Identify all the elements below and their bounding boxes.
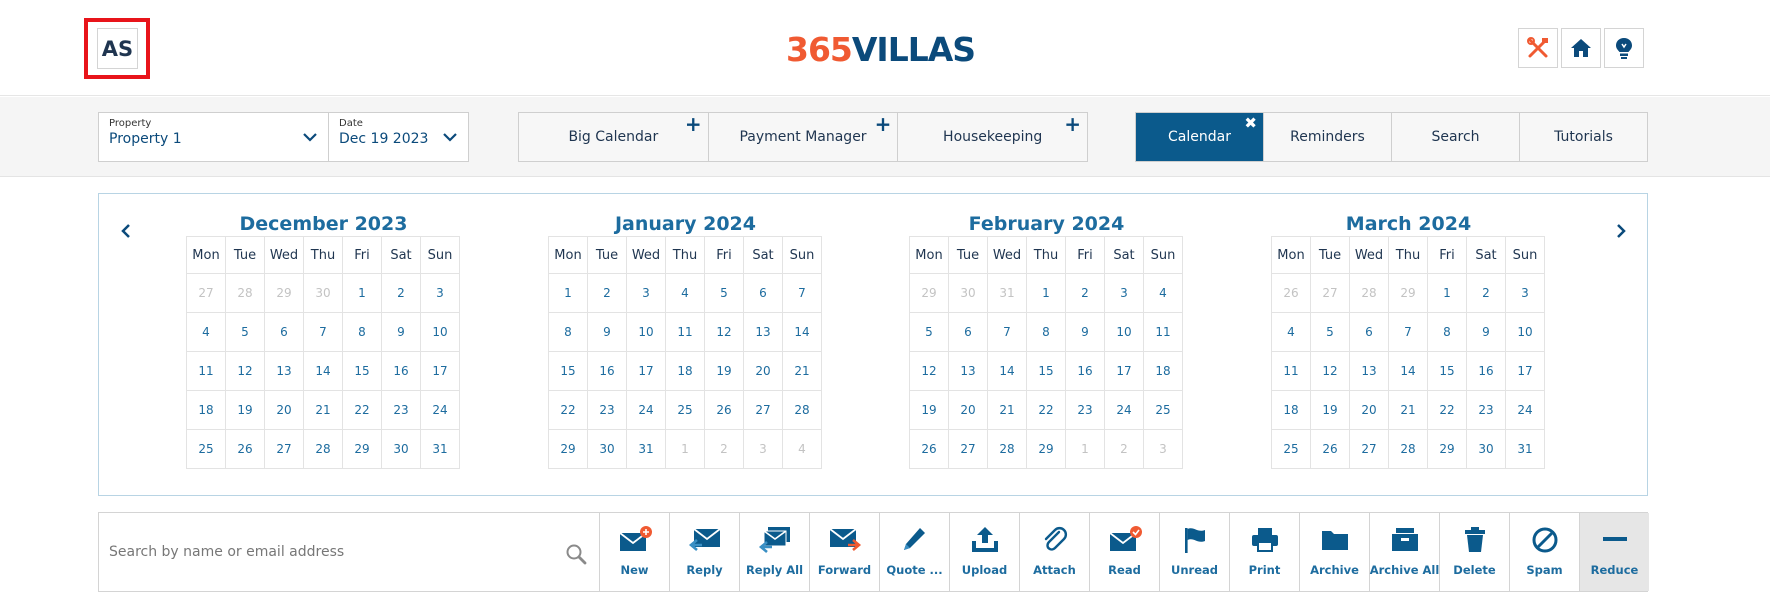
day-cell[interactable]: 8 bbox=[1428, 313, 1467, 352]
upload-button[interactable] bbox=[949, 513, 1019, 591]
day-cell[interactable]: 18 bbox=[1272, 391, 1311, 430]
tab-tutorials[interactable] bbox=[1520, 113, 1647, 161]
day-cell[interactable]: 27 bbox=[949, 430, 988, 469]
month-grid bbox=[186, 236, 460, 469]
reply-icon bbox=[688, 525, 722, 555]
day-cell[interactable]: 14 bbox=[783, 313, 822, 352]
day-cell[interactable]: 29 bbox=[1027, 430, 1066, 469]
month-title: December 2023 bbox=[239, 213, 408, 235]
day-cell[interactable]: 14 bbox=[1389, 352, 1428, 391]
day-cell[interactable]: 1 bbox=[1027, 274, 1066, 313]
day-cell[interactable]: 3 bbox=[1506, 274, 1545, 313]
tab-calendar[interactable] bbox=[1136, 113, 1264, 161]
day-cell[interactable]: 22 bbox=[1027, 391, 1066, 430]
day-cell[interactable]: 15 bbox=[343, 352, 382, 391]
archive-button[interactable] bbox=[1299, 513, 1369, 591]
day-cell[interactable]: 21 bbox=[304, 391, 343, 430]
day-cell[interactable]: 2 bbox=[588, 274, 627, 313]
day-cell[interactable]: 20 bbox=[949, 391, 988, 430]
weekday-header: Mon bbox=[1272, 237, 1311, 274]
tab-payment-manager[interactable] bbox=[709, 113, 899, 161]
day-cell[interactable]: 17 bbox=[627, 352, 666, 391]
weekday-header: Thu bbox=[304, 237, 343, 274]
day-cell[interactable]: 31 bbox=[421, 430, 460, 469]
day-cell[interactable]: 24 bbox=[627, 391, 666, 430]
action-label: Delete bbox=[1453, 563, 1496, 577]
archive-box-icon bbox=[1388, 525, 1422, 555]
property-select[interactable] bbox=[98, 112, 329, 162]
upload-icon bbox=[968, 525, 1002, 555]
property-caption: Property bbox=[109, 118, 152, 129]
day-cell[interactable]: 29 bbox=[549, 430, 588, 469]
action-label: Reply All bbox=[745, 563, 804, 577]
print-button[interactable] bbox=[1229, 513, 1299, 591]
month-title: February 2024 bbox=[968, 213, 1125, 235]
reply-button[interactable] bbox=[669, 513, 739, 591]
tab-housekeeping[interactable] bbox=[898, 113, 1087, 161]
envelope-read-icon bbox=[1108, 525, 1142, 555]
day-cell[interactable]: 27 bbox=[265, 430, 304, 469]
unread-button[interactable] bbox=[1159, 513, 1229, 591]
day-cell[interactable]: 5 bbox=[226, 313, 265, 352]
logo-text: VILLAS bbox=[851, 29, 976, 69]
day-cell-outside[interactable]: 26 bbox=[1272, 274, 1311, 313]
home-button[interactable] bbox=[1561, 28, 1601, 68]
day-cell[interactable]: 31 bbox=[627, 430, 666, 469]
day-cell[interactable]: 13 bbox=[949, 352, 988, 391]
weekday-header: Sun bbox=[783, 237, 822, 274]
day-cell[interactable]: 7 bbox=[304, 313, 343, 352]
day-cell[interactable]: 25 bbox=[1144, 391, 1183, 430]
day-cell[interactable]: 25 bbox=[666, 391, 705, 430]
day-cell[interactable]: 26 bbox=[705, 391, 744, 430]
day-cell[interactable]: 16 bbox=[382, 352, 421, 391]
date-caption: Date bbox=[339, 118, 363, 129]
day-cell[interactable]: 24 bbox=[1506, 391, 1545, 430]
day-cell[interactable]: 19 bbox=[1311, 391, 1350, 430]
archive-all-button[interactable] bbox=[1369, 513, 1439, 591]
day-cell[interactable]: 6 bbox=[265, 313, 304, 352]
calendar-panel bbox=[98, 193, 1648, 496]
month-grid bbox=[1271, 236, 1545, 469]
toolbar bbox=[0, 97, 1770, 177]
day-cell-outside[interactable]: 30 bbox=[304, 274, 343, 313]
day-cell[interactable]: 28 bbox=[1389, 430, 1428, 469]
day-cell[interactable]: 19 bbox=[910, 391, 949, 430]
tab-label: Payment Manager bbox=[739, 129, 867, 145]
month-calendar bbox=[909, 212, 1184, 469]
weekday-header: Wed bbox=[988, 237, 1027, 274]
day-cell-outside[interactable]: 31 bbox=[988, 274, 1027, 313]
day-cell[interactable]: 15 bbox=[549, 352, 588, 391]
day-cell[interactable]: 4 bbox=[187, 313, 226, 352]
day-cell-outside[interactable]: 2 bbox=[705, 430, 744, 469]
logo-number: 365 bbox=[786, 29, 852, 69]
day-cell[interactable]: 19 bbox=[226, 391, 265, 430]
day-cell[interactable]: 13 bbox=[265, 352, 304, 391]
mail-search bbox=[99, 513, 599, 591]
day-cell[interactable]: 4 bbox=[1272, 313, 1311, 352]
envelope-new-icon bbox=[618, 525, 652, 555]
action-label: Reduce bbox=[1590, 563, 1639, 577]
next-month-button[interactable] bbox=[1611, 221, 1631, 241]
month-calendar bbox=[1271, 212, 1546, 469]
day-cell[interactable]: 11 bbox=[187, 352, 226, 391]
property-value: Property 1 bbox=[109, 131, 182, 147]
forward-button[interactable] bbox=[809, 513, 879, 591]
plus-icon[interactable]: + bbox=[684, 112, 702, 136]
day-cell[interactable]: 30 bbox=[588, 430, 627, 469]
tab-label: Calendar bbox=[1168, 129, 1231, 145]
day-cell[interactable]: 15 bbox=[1428, 352, 1467, 391]
weekday-header: Sun bbox=[1144, 237, 1183, 274]
weekday-header: Tue bbox=[226, 237, 265, 274]
month-grid bbox=[548, 236, 822, 469]
action-label: Upload bbox=[961, 563, 1008, 577]
day-cell[interactable]: 2 bbox=[1066, 274, 1105, 313]
day-cell[interactable]: 14 bbox=[988, 352, 1027, 391]
day-cell-outside[interactable]: 1 bbox=[1066, 430, 1105, 469]
day-cell[interactable]: 28 bbox=[304, 430, 343, 469]
action-label: Reply bbox=[686, 563, 723, 577]
day-cell[interactable]: 8 bbox=[549, 313, 588, 352]
day-cell[interactable]: 24 bbox=[1105, 391, 1144, 430]
day-cell[interactable]: 9 bbox=[1467, 313, 1506, 352]
month-title: January 2024 bbox=[614, 213, 756, 235]
pencil-icon bbox=[898, 525, 932, 555]
weekday-header: Fri bbox=[343, 237, 382, 274]
avatar[interactable]: AS bbox=[97, 28, 138, 69]
day-cell[interactable]: 6 bbox=[744, 274, 783, 313]
plus-icon[interactable]: + bbox=[874, 112, 892, 136]
day-cell[interactable]: 1 bbox=[343, 274, 382, 313]
tips-button[interactable] bbox=[1604, 28, 1644, 68]
app-logo[interactable] bbox=[786, 29, 975, 69]
weekday-header: Wed bbox=[1350, 237, 1389, 274]
day-cell-outside[interactable]: 3 bbox=[744, 430, 783, 469]
day-cell[interactable]: 23 bbox=[1066, 391, 1105, 430]
day-cell[interactable]: 17 bbox=[421, 352, 460, 391]
weekday-header: Sat bbox=[382, 237, 421, 274]
weekday-header: Mon bbox=[549, 237, 588, 274]
reduce-button[interactable] bbox=[1579, 513, 1649, 591]
quote-button[interactable] bbox=[879, 513, 949, 591]
day-cell[interactable]: 16 bbox=[1467, 352, 1506, 391]
quick-add-tabs bbox=[518, 112, 1088, 162]
day-cell[interactable]: 11 bbox=[1144, 313, 1183, 352]
action-label: Spam bbox=[1526, 563, 1563, 577]
weekday-header: Sat bbox=[744, 237, 783, 274]
action-label: Read bbox=[1108, 563, 1141, 577]
tab-label: Housekeeping bbox=[943, 129, 1043, 145]
day-cell[interactable]: 18 bbox=[1144, 352, 1183, 391]
day-cell-outside[interactable]: 3 bbox=[1144, 430, 1183, 469]
day-cell[interactable]: 30 bbox=[1467, 430, 1506, 469]
chevron-right-icon bbox=[1615, 223, 1627, 239]
reply-all-icon bbox=[758, 525, 792, 555]
day-cell[interactable]: 11 bbox=[1272, 352, 1311, 391]
day-cell[interactable]: 9 bbox=[588, 313, 627, 352]
tools-icon bbox=[1526, 36, 1550, 60]
action-label: Archive bbox=[1310, 563, 1359, 577]
day-cell[interactable]: 7 bbox=[1389, 313, 1428, 352]
day-cell[interactable]: 26 bbox=[910, 430, 949, 469]
day-cell-outside[interactable]: 4 bbox=[783, 430, 822, 469]
day-cell[interactable]: 8 bbox=[1027, 313, 1066, 352]
month-grid bbox=[909, 236, 1183, 469]
weekday-header: Thu bbox=[1389, 237, 1428, 274]
day-cell[interactable]: 21 bbox=[1389, 391, 1428, 430]
day-cell[interactable]: 25 bbox=[187, 430, 226, 469]
day-cell[interactable]: 14 bbox=[304, 352, 343, 391]
main-nav-tabs bbox=[1135, 112, 1648, 162]
search-icon[interactable] bbox=[565, 543, 587, 565]
attach-button[interactable] bbox=[1019, 513, 1089, 591]
action-label: Attach bbox=[1033, 563, 1076, 577]
day-cell[interactable]: 12 bbox=[1311, 352, 1350, 391]
day-cell[interactable]: 9 bbox=[1066, 313, 1105, 352]
day-cell[interactable]: 20 bbox=[265, 391, 304, 430]
day-cell[interactable]: 17 bbox=[1506, 352, 1545, 391]
mail-actions bbox=[599, 513, 1649, 591]
chevron-down-icon bbox=[442, 129, 458, 145]
day-cell[interactable]: 23 bbox=[1467, 391, 1506, 430]
day-cell[interactable]: 3 bbox=[1105, 274, 1144, 313]
weekday-header: Fri bbox=[705, 237, 744, 274]
day-cell[interactable]: 19 bbox=[705, 352, 744, 391]
day-cell-outside[interactable]: 27 bbox=[1311, 274, 1350, 313]
day-cell[interactable]: 30 bbox=[382, 430, 421, 469]
action-label: Unread bbox=[1171, 563, 1218, 577]
ban-icon bbox=[1528, 525, 1562, 555]
date-select[interactable] bbox=[328, 112, 469, 162]
day-cell[interactable]: 18 bbox=[666, 352, 705, 391]
day-cell-outside[interactable]: 28 bbox=[226, 274, 265, 313]
reply-all-button[interactable] bbox=[739, 513, 809, 591]
weekday-header: Mon bbox=[910, 237, 949, 274]
weekday-header: Wed bbox=[265, 237, 304, 274]
trash-icon bbox=[1458, 525, 1492, 555]
day-cell[interactable]: 26 bbox=[1311, 430, 1350, 469]
day-cell-outside[interactable]: 29 bbox=[1389, 274, 1428, 313]
day-cell[interactable]: 6 bbox=[949, 313, 988, 352]
delete-button[interactable] bbox=[1439, 513, 1509, 591]
day-cell[interactable]: 23 bbox=[382, 391, 421, 430]
day-cell[interactable]: 3 bbox=[627, 274, 666, 313]
day-cell[interactable]: 10 bbox=[627, 313, 666, 352]
day-cell-outside[interactable]: 1 bbox=[666, 430, 705, 469]
search-input[interactable] bbox=[109, 539, 549, 565]
weekday-header: Tue bbox=[949, 237, 988, 274]
tab-label: Search bbox=[1431, 129, 1480, 145]
tab-reminders[interactable] bbox=[1264, 113, 1392, 161]
day-cell[interactable]: 22 bbox=[549, 391, 588, 430]
day-cell-outside[interactable]: 29 bbox=[265, 274, 304, 313]
spam-button[interactable] bbox=[1509, 513, 1579, 591]
day-cell[interactable]: 28 bbox=[988, 430, 1027, 469]
day-cell-outside[interactable]: 27 bbox=[187, 274, 226, 313]
day-cell[interactable]: 13 bbox=[744, 313, 783, 352]
day-cell[interactable]: 10 bbox=[1506, 313, 1545, 352]
month-calendar bbox=[186, 212, 461, 469]
weekday-header: Fri bbox=[1066, 237, 1105, 274]
day-cell[interactable]: 29 bbox=[343, 430, 382, 469]
day-cell[interactable]: 15 bbox=[1027, 352, 1066, 391]
month-title: March 2024 bbox=[1345, 213, 1472, 235]
day-cell[interactable]: 1 bbox=[549, 274, 588, 313]
plus-icon[interactable]: + bbox=[1064, 112, 1082, 136]
day-cell[interactable]: 2 bbox=[382, 274, 421, 313]
lightbulb-icon bbox=[1613, 36, 1635, 60]
home-icon bbox=[1569, 36, 1593, 60]
tab-label: Big Calendar bbox=[568, 129, 659, 145]
weekday-header: Sat bbox=[1105, 237, 1144, 274]
day-cell[interactable]: 22 bbox=[343, 391, 382, 430]
day-cell[interactable]: 17 bbox=[1105, 352, 1144, 391]
day-cell[interactable]: 6 bbox=[1350, 313, 1389, 352]
forward-icon bbox=[828, 525, 862, 555]
day-cell[interactable]: 2 bbox=[1467, 274, 1506, 313]
day-cell[interactable]: 24 bbox=[421, 391, 460, 430]
day-cell[interactable]: 11 bbox=[666, 313, 705, 352]
action-label: New bbox=[620, 563, 649, 577]
weekday-header: Thu bbox=[1027, 237, 1066, 274]
action-label: Archive All bbox=[1369, 563, 1440, 577]
day-cell[interactable]: 4 bbox=[1144, 274, 1183, 313]
action-label: Forward bbox=[817, 563, 872, 577]
day-cell-outside[interactable]: 29 bbox=[910, 274, 949, 313]
close-icon[interactable]: ✖ bbox=[1244, 114, 1257, 132]
day-cell[interactable]: 5 bbox=[910, 313, 949, 352]
day-cell[interactable]: 7 bbox=[783, 274, 822, 313]
day-cell[interactable]: 20 bbox=[1350, 391, 1389, 430]
day-cell[interactable]: 10 bbox=[421, 313, 460, 352]
day-cell[interactable]: 22 bbox=[1428, 391, 1467, 430]
day-cell[interactable]: 27 bbox=[744, 391, 783, 430]
day-cell[interactable]: 5 bbox=[1311, 313, 1350, 352]
day-cell[interactable]: 1 bbox=[1428, 274, 1467, 313]
day-cell[interactable]: 10 bbox=[1105, 313, 1144, 352]
day-cell[interactable]: 20 bbox=[744, 352, 783, 391]
weekday-header: Sat bbox=[1467, 237, 1506, 274]
tab-search[interactable] bbox=[1392, 113, 1520, 161]
new-button[interactable] bbox=[599, 513, 669, 591]
weekday-header: Tue bbox=[588, 237, 627, 274]
tab-label: Reminders bbox=[1290, 129, 1365, 145]
day-cell[interactable]: 3 bbox=[421, 274, 460, 313]
day-cell[interactable]: 31 bbox=[1506, 430, 1545, 469]
tools-button[interactable] bbox=[1518, 28, 1558, 68]
day-cell[interactable]: 16 bbox=[588, 352, 627, 391]
folder-icon bbox=[1318, 525, 1352, 555]
day-cell[interactable]: 5 bbox=[705, 274, 744, 313]
day-cell[interactable]: 4 bbox=[666, 274, 705, 313]
tab-big-calendar[interactable] bbox=[519, 113, 709, 161]
action-label: Print bbox=[1248, 563, 1281, 577]
day-cell[interactable]: 18 bbox=[187, 391, 226, 430]
weekday-header: Wed bbox=[627, 237, 666, 274]
weekday-header: Tue bbox=[1311, 237, 1350, 274]
day-cell[interactable]: 21 bbox=[783, 352, 822, 391]
weekday-header: Sun bbox=[421, 237, 460, 274]
tab-label: Tutorials bbox=[1554, 129, 1613, 145]
read-button[interactable] bbox=[1089, 513, 1159, 591]
weekday-header: Thu bbox=[666, 237, 705, 274]
mail-toolbar bbox=[98, 512, 1648, 592]
day-cell[interactable]: 23 bbox=[588, 391, 627, 430]
day-cell[interactable]: 25 bbox=[1272, 430, 1311, 469]
chevron-left-icon bbox=[120, 223, 132, 239]
day-cell[interactable]: 7 bbox=[988, 313, 1027, 352]
day-cell[interactable]: 12 bbox=[705, 313, 744, 352]
prev-month-button[interactable] bbox=[116, 221, 136, 241]
day-cell[interactable]: 16 bbox=[1066, 352, 1105, 391]
day-cell[interactable]: 12 bbox=[226, 352, 265, 391]
date-value: Dec 19 2023 bbox=[339, 131, 429, 147]
day-cell-outside[interactable]: 2 bbox=[1105, 430, 1144, 469]
day-cell[interactable]: 29 bbox=[1428, 430, 1467, 469]
paperclip-icon bbox=[1038, 525, 1072, 555]
day-cell[interactable]: 8 bbox=[343, 313, 382, 352]
weekday-header: Fri bbox=[1428, 237, 1467, 274]
day-cell[interactable]: 28 bbox=[783, 391, 822, 430]
day-cell-outside[interactable]: 30 bbox=[949, 274, 988, 313]
flag-icon bbox=[1178, 525, 1212, 555]
printer-icon bbox=[1248, 525, 1282, 555]
day-cell[interactable]: 27 bbox=[1350, 430, 1389, 469]
minus-icon bbox=[1598, 525, 1632, 555]
app-header bbox=[0, 0, 1770, 96]
day-cell[interactable]: 21 bbox=[988, 391, 1027, 430]
day-cell[interactable]: 13 bbox=[1350, 352, 1389, 391]
action-label: Quote ... bbox=[886, 563, 943, 577]
weekday-header: Mon bbox=[187, 237, 226, 274]
day-cell[interactable]: 9 bbox=[382, 313, 421, 352]
month-calendar bbox=[548, 212, 823, 469]
day-cell[interactable]: 12 bbox=[910, 352, 949, 391]
day-cell[interactable]: 26 bbox=[226, 430, 265, 469]
weekday-header: Sun bbox=[1506, 237, 1545, 274]
day-cell-outside[interactable]: 28 bbox=[1350, 274, 1389, 313]
chevron-down-icon bbox=[302, 129, 318, 145]
